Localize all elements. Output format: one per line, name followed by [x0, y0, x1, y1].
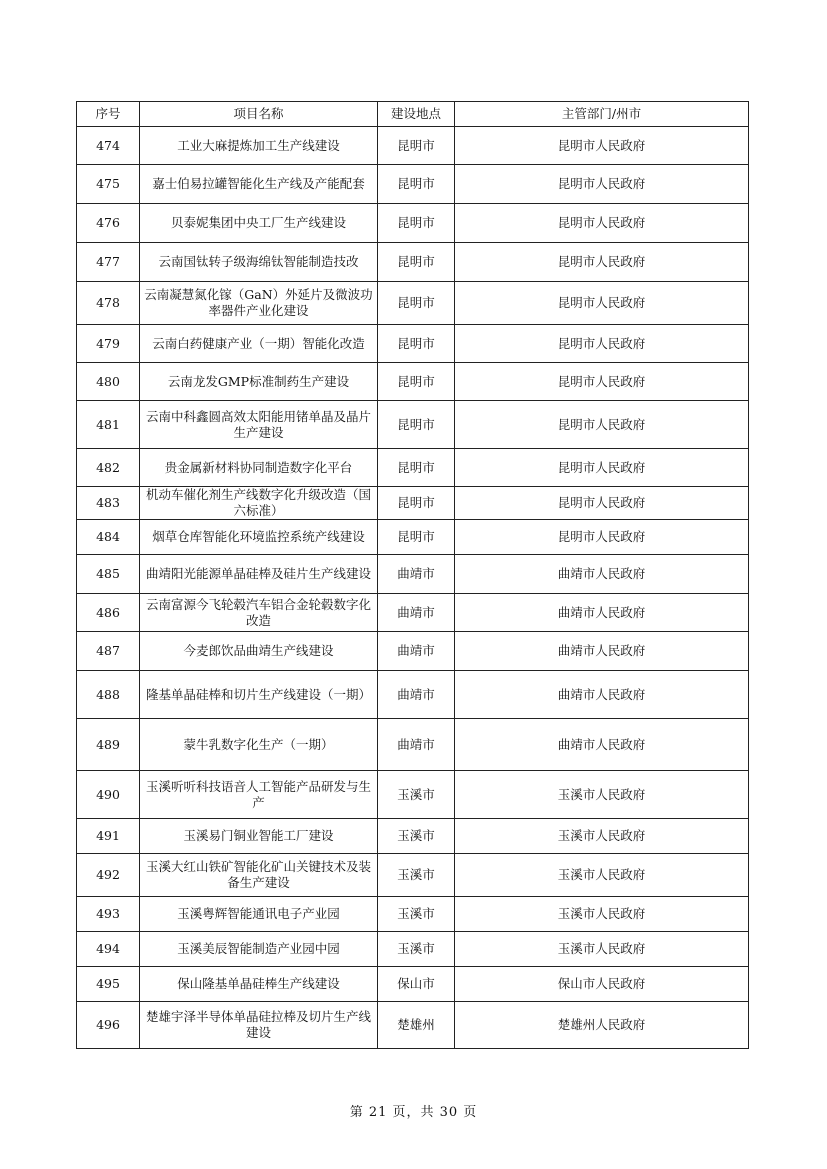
cell-project-name: 玉溪听听科技语音人工智能产品研发与生产	[140, 771, 378, 819]
cell-project-name: 贵金属新材料协同制造数字化平台	[140, 449, 378, 487]
cell-department: 昆明市人民政府	[455, 325, 749, 363]
cell-location: 昆明市	[378, 325, 455, 363]
table-row	[77, 1002, 749, 1049]
cell-location: 昆明市	[378, 165, 455, 204]
cell-department: 楚雄州人民政府	[455, 1002, 749, 1049]
cell-location: 玉溪市	[378, 819, 455, 854]
cell-serial: 496	[77, 1002, 140, 1049]
table-row	[77, 932, 749, 967]
table-row	[77, 594, 749, 632]
cell-project-name: 云南富源今飞轮毂汽车铝合金轮毂数字化改造	[140, 594, 378, 632]
cell-location: 昆明市	[378, 243, 455, 282]
cell-location: 曲靖市	[378, 632, 455, 671]
cell-serial: 492	[77, 854, 140, 897]
header-department: 主管部门/州市	[455, 102, 749, 127]
table-row	[77, 325, 749, 363]
table-header	[77, 102, 749, 127]
cell-department: 曲靖市人民政府	[455, 671, 749, 719]
cell-department: 昆明市人民政府	[455, 282, 749, 325]
cell-serial: 486	[77, 594, 140, 632]
cell-serial: 485	[77, 555, 140, 594]
project-table	[76, 101, 749, 1049]
cell-serial: 484	[77, 520, 140, 555]
cell-project-name: 楚雄宇泽半导体单晶硅拉棒及切片生产线建设	[140, 1002, 378, 1049]
cell-location: 玉溪市	[378, 897, 455, 932]
cell-serial: 487	[77, 632, 140, 671]
cell-department: 保山市人民政府	[455, 967, 749, 1002]
table-row	[77, 897, 749, 932]
cell-project-name: 玉溪粤辉智能通讯电子产业园	[140, 897, 378, 932]
cell-project-name: 工业大麻提炼加工生产线建设	[140, 127, 378, 165]
cell-department: 昆明市人民政府	[455, 204, 749, 243]
cell-department: 昆明市人民政府	[455, 243, 749, 282]
cell-location: 昆明市	[378, 127, 455, 165]
cell-location: 楚雄州	[378, 1002, 455, 1049]
cell-project-name: 玉溪大红山铁矿智能化矿山关键技术及装备生产建设	[140, 854, 378, 897]
cell-location: 昆明市	[378, 487, 455, 520]
cell-project-name: 嘉士伯易拉罐智能化生产线及产能配套	[140, 165, 378, 204]
table-row	[77, 555, 749, 594]
cell-department: 玉溪市人民政府	[455, 897, 749, 932]
table-row	[77, 165, 749, 204]
table-body	[77, 127, 749, 1049]
cell-department: 昆明市人民政府	[455, 127, 749, 165]
cell-serial: 475	[77, 165, 140, 204]
cell-location: 曲靖市	[378, 555, 455, 594]
table-row	[77, 282, 749, 325]
cell-department: 玉溪市人民政府	[455, 854, 749, 897]
cell-serial: 481	[77, 401, 140, 449]
cell-department: 昆明市人民政府	[455, 449, 749, 487]
cell-department: 昆明市人民政府	[455, 165, 749, 204]
header-row	[77, 102, 749, 127]
cell-serial: 482	[77, 449, 140, 487]
header-project-name: 项目名称	[140, 102, 378, 127]
cell-serial: 477	[77, 243, 140, 282]
cell-serial: 491	[77, 819, 140, 854]
table-row	[77, 401, 749, 449]
cell-project-name: 机动车催化剂生产线数字化升级改造（国六标准）	[140, 487, 378, 520]
cell-department: 曲靖市人民政府	[455, 632, 749, 671]
cell-location: 昆明市	[378, 204, 455, 243]
cell-project-name: 玉溪易门铜业智能工厂建设	[140, 819, 378, 854]
table-row	[77, 243, 749, 282]
cell-location: 曲靖市	[378, 719, 455, 771]
cell-project-name: 曲靖阳光能源单晶硅棒及硅片生产线建设	[140, 555, 378, 594]
header-location: 建设地点	[378, 102, 455, 127]
cell-project-name: 云南凝慧氮化镓（GaN）外延片及微波功率器件产业化建设	[140, 282, 378, 325]
cell-location: 昆明市	[378, 282, 455, 325]
cell-project-name: 贝泰妮集团中央工厂生产线建设	[140, 204, 378, 243]
cell-project-name: 今麦郎饮品曲靖生产线建设	[140, 632, 378, 671]
cell-serial: 480	[77, 363, 140, 401]
cell-serial: 474	[77, 127, 140, 165]
cell-department: 曲靖市人民政府	[455, 555, 749, 594]
cell-project-name: 保山隆基单晶硅棒生产线建设	[140, 967, 378, 1002]
table-row	[77, 487, 749, 520]
cell-project-name: 云南中科鑫圆高效太阳能用锗单晶及晶片生产建设	[140, 401, 378, 449]
cell-serial: 483	[77, 487, 140, 520]
table-row	[77, 671, 749, 719]
cell-serial: 479	[77, 325, 140, 363]
page-number: 第 21 页，共 30 页	[349, 1105, 478, 1120]
cell-serial: 476	[77, 204, 140, 243]
cell-department: 昆明市人民政府	[455, 363, 749, 401]
cell-location: 昆明市	[378, 401, 455, 449]
cell-serial: 490	[77, 771, 140, 819]
cell-serial: 494	[77, 932, 140, 967]
table-row	[77, 632, 749, 671]
cell-project-name: 云南国钛转子级海绵钛智能制造技改	[140, 243, 378, 282]
cell-location: 昆明市	[378, 520, 455, 555]
header-serial: 序号	[77, 102, 140, 127]
cell-project-name: 隆基单晶硅棒和切片生产线建设（一期）	[140, 671, 378, 719]
cell-serial: 489	[77, 719, 140, 771]
cell-department: 昆明市人民政府	[455, 401, 749, 449]
cell-department: 玉溪市人民政府	[455, 932, 749, 967]
table-row	[77, 854, 749, 897]
table-row	[77, 204, 749, 243]
cell-serial: 488	[77, 671, 140, 719]
table-row	[77, 449, 749, 487]
cell-serial: 493	[77, 897, 140, 932]
table-row	[77, 819, 749, 854]
table-row	[77, 363, 749, 401]
cell-location: 保山市	[378, 967, 455, 1002]
cell-location: 昆明市	[378, 449, 455, 487]
table-row	[77, 771, 749, 819]
cell-project-name: 云南龙发GMP标准制药生产建设	[140, 363, 378, 401]
cell-location: 昆明市	[378, 363, 455, 401]
cell-department: 玉溪市人民政府	[455, 771, 749, 819]
cell-location: 玉溪市	[378, 932, 455, 967]
cell-department: 曲靖市人民政府	[455, 719, 749, 771]
cell-location: 玉溪市	[378, 854, 455, 897]
table-row	[77, 967, 749, 1002]
cell-project-name: 烟草仓库智能化环境监控系统产线建设	[140, 520, 378, 555]
cell-serial: 495	[77, 967, 140, 1002]
cell-department: 玉溪市人民政府	[455, 819, 749, 854]
table-row	[77, 127, 749, 165]
cell-location: 玉溪市	[378, 771, 455, 819]
cell-project-name: 玉溪美辰智能制造产业园中园	[140, 932, 378, 967]
cell-serial: 478	[77, 282, 140, 325]
cell-department: 昆明市人民政府	[455, 487, 749, 520]
cell-location: 曲靖市	[378, 594, 455, 632]
cell-project-name: 蒙牛乳数字化生产（一期）	[140, 719, 378, 771]
cell-project-name: 云南白药健康产业（一期）智能化改造	[140, 325, 378, 363]
cell-department: 昆明市人民政府	[455, 520, 749, 555]
table-row	[77, 520, 749, 555]
table-row	[77, 719, 749, 771]
cell-department: 曲靖市人民政府	[455, 594, 749, 632]
cell-location: 曲靖市	[378, 671, 455, 719]
